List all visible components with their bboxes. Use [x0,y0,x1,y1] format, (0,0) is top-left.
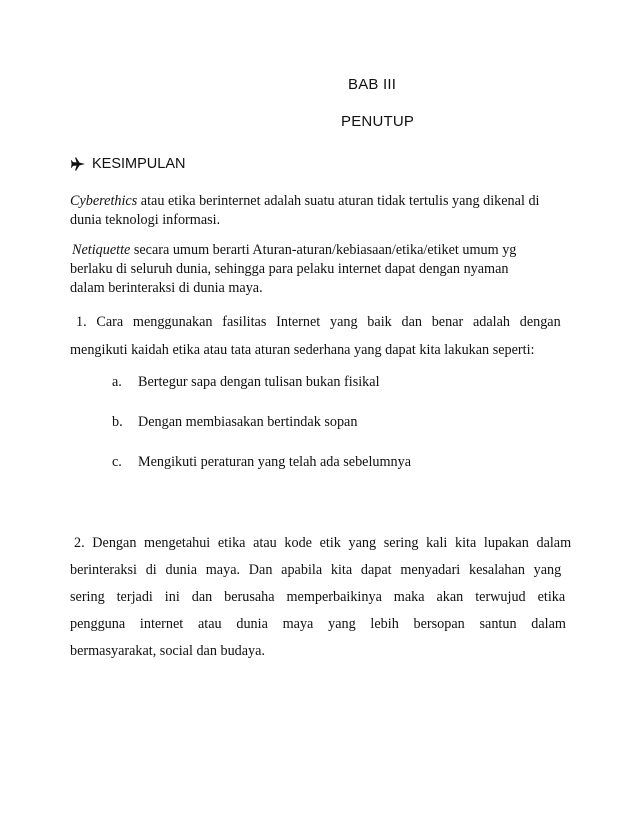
paragraph-text: secara umum berarti Aturan-aturan/kebiasaan/etika/etiket umum yg [130,242,517,258]
list-marker: a. [112,374,122,390]
chapter-title: BAB III [348,76,397,93]
paragraph-text: berlaku di seluruh dunia, sehingga para pelaku internet dapat dengan nyaman [70,261,509,277]
list-item-text: Mengikuti peraturan yang telah ada sebelumnya [138,454,412,470]
chapter-subtitle: PENUTUP [341,113,415,130]
numbered-item-2 [70,530,572,665]
list-marker: b. [112,414,123,430]
item-text: berinteraksi di dunia maya. Dan apabila kita dapat menyadari kesalahan yang [70,562,562,578]
paragraph-cyberethics [70,192,570,230]
term-cyberethics: Cyberethics [70,193,138,209]
section-label: KESIMPULAN [92,156,186,172]
list-item [112,454,411,471]
list-item-text: Bertegur sapa dengan tulisan bukan fisikal [138,374,380,390]
list-marker: c. [112,454,122,470]
paragraph-text: dalam berinteraksi di dunia maya. [70,280,263,296]
item-text: pengguna internet atau dunia maya yang lebih bersopan santun dalam [70,616,566,632]
paragraph-netiquette [70,241,540,298]
item-text: 2. Dengan mengetahui etika atau kode etik yang sering kali kita lupakan dalam [74,535,572,551]
term-netiquette: Netiquette [72,242,131,258]
list-item-text: Dengan membiasakan bertindak sopan [138,414,358,430]
item-text: bermasyarakat, social dan budaya. [70,643,265,659]
item-text: sering terjadi ini dan berusaha memperbaikinya maka akan terwujud etika [70,589,566,605]
item-text-justified [70,308,562,336]
paragraph-text: atau etika berinternet adalah suatu aturan tidak tertulis yang dikenal di [137,193,540,209]
item-text: mengikuti kaidah etika atau tata aturan sederhana yang dapat kita lakukan seperti: [70,342,535,358]
list-item [112,414,357,431]
paragraph-text: dunia teknologi informasi. [70,212,221,228]
numbered-item-1 [70,308,562,364]
airplane-icon [70,156,86,172]
section-heading [70,156,185,172]
item-text: 1. Cara menggunakan fasilitas Internet yang baik dan benar adalah dengan [76,314,561,330]
list-item [112,374,380,391]
